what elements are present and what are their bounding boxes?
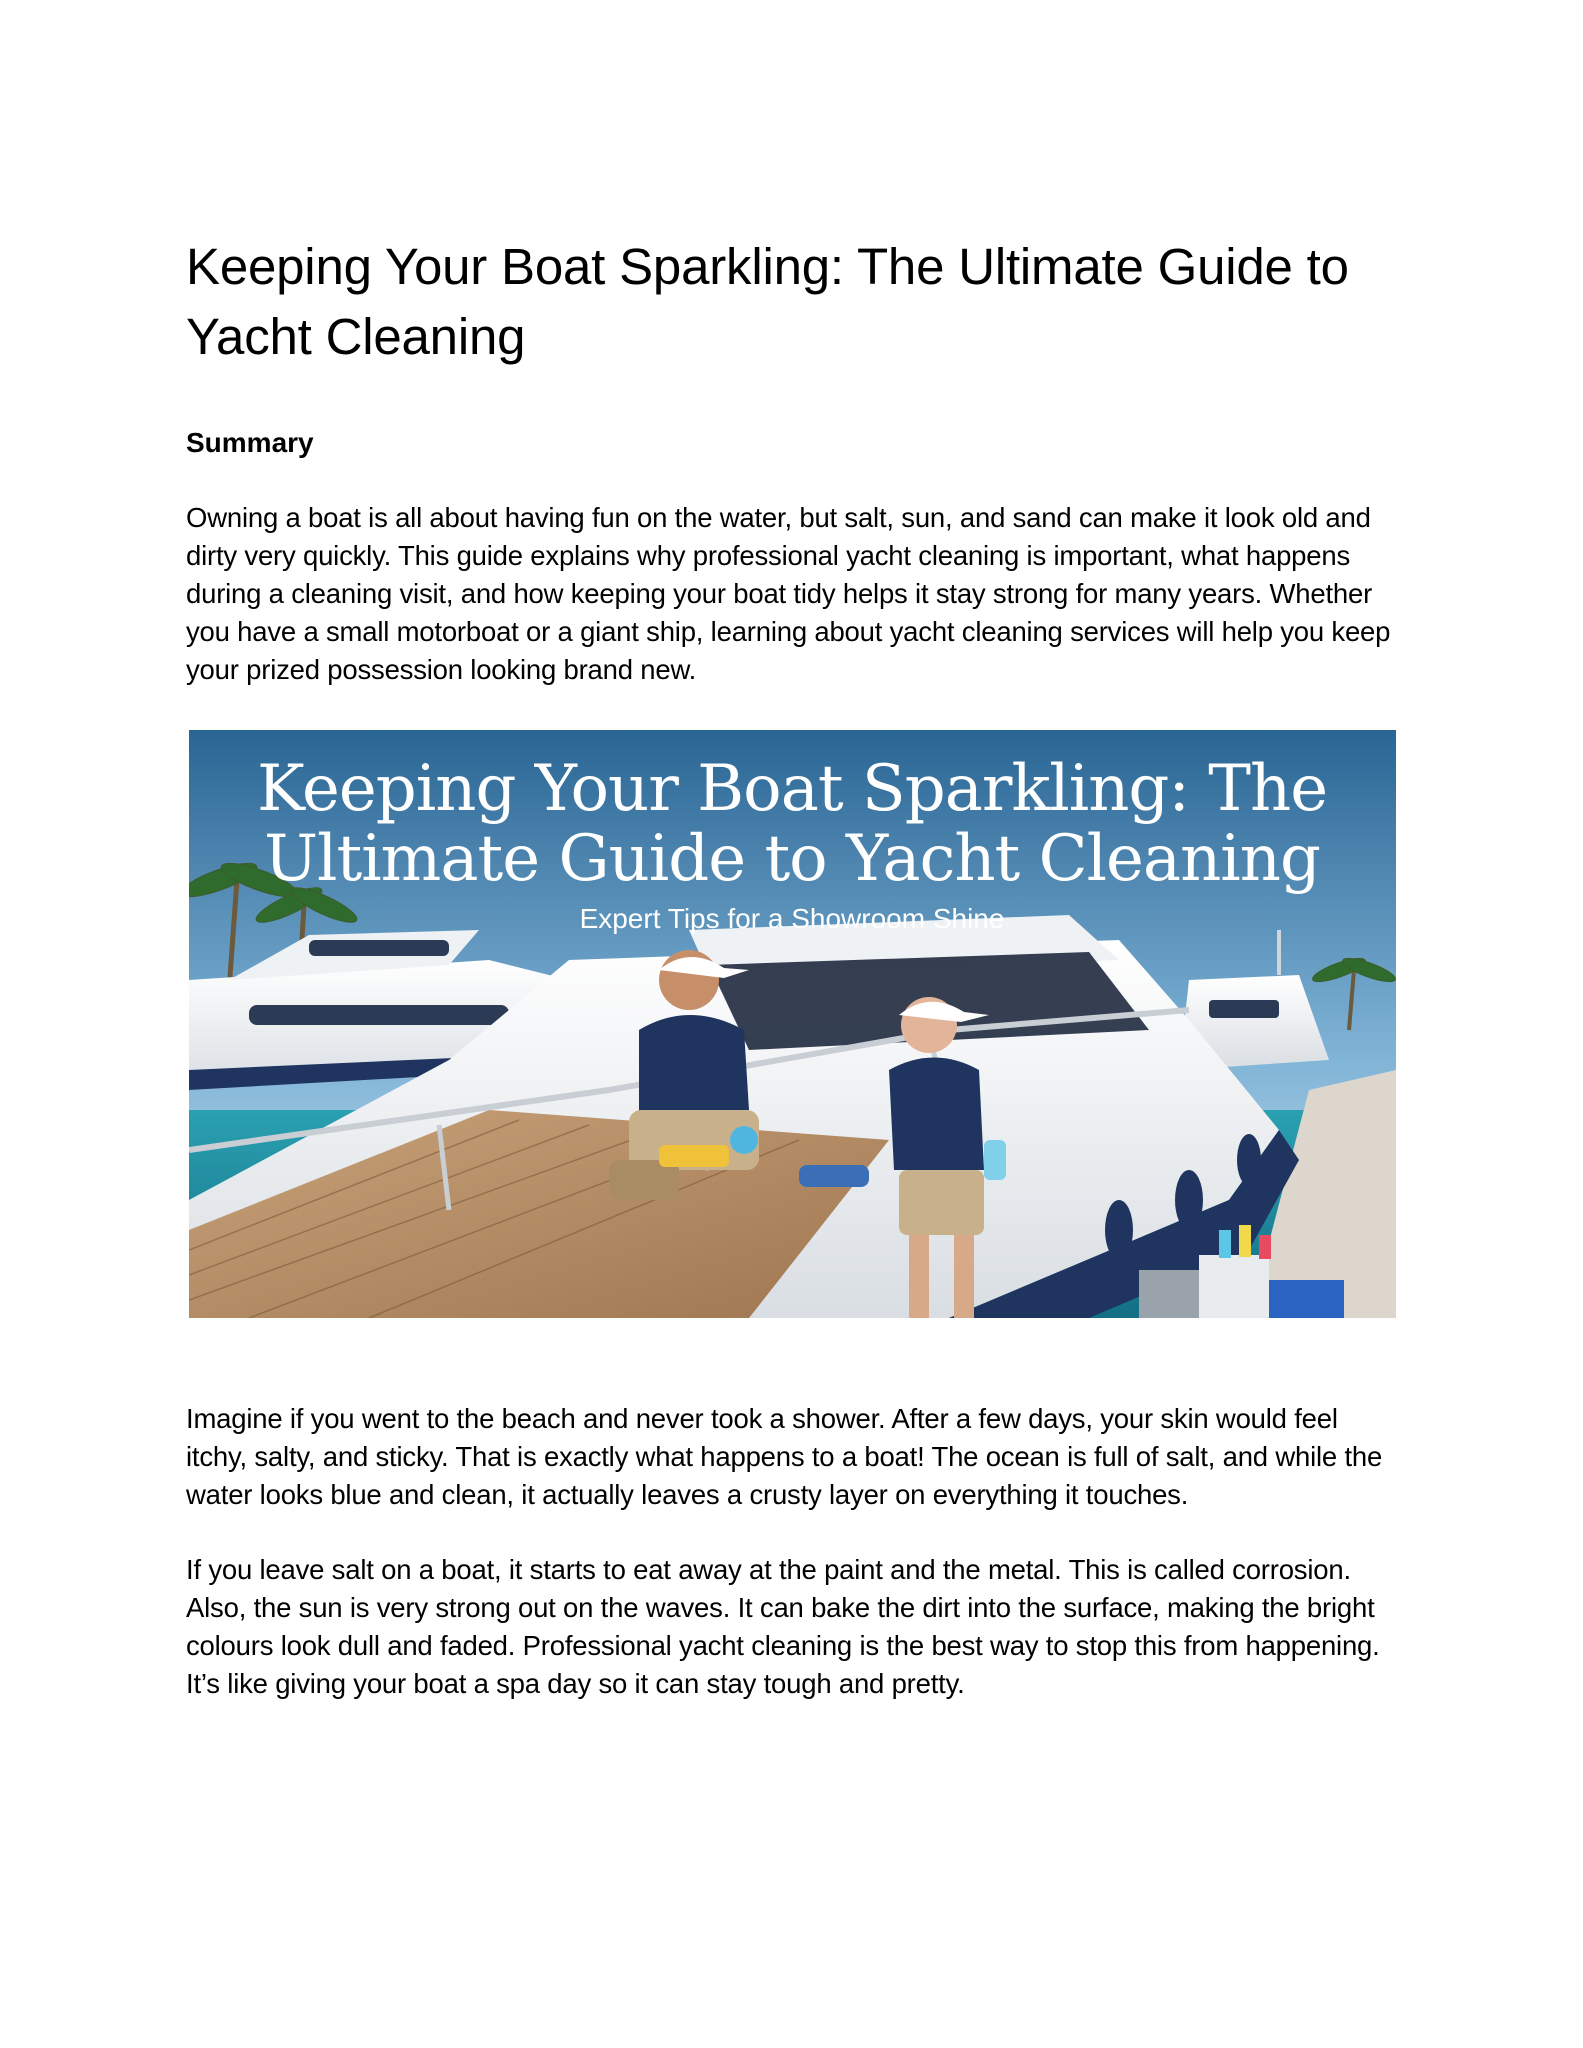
body-paragraph-2: If you leave salt on a boat, it starts to eat away at the paint and the metal. This is called corrosion. Also, the sun is very strong out on the waves. It can bake the dirt into the surface, making the bright colours look dull and faded. Professional yacht cleaning is the best way to stop this from happening. It’s like giving your boat a spa day so it can stay tough and pretty. (186, 1554, 1380, 1699)
document-title: Keeping Your Boat Sparkling: The Ultimate Guide to Yacht Cleaning (186, 238, 1349, 365)
hero-title-line-2: Ultimate Guide to Yacht Cleaning (264, 822, 1320, 896)
summary-heading: Summary (186, 427, 314, 458)
hero-title-line-1: Keeping Your Boat Sparkling: The (256, 752, 1328, 826)
hero-illustration (189, 730, 1396, 1318)
hero-image (189, 730, 1396, 1318)
hero-subtitle: Expert Tips for a Showroom Shine (579, 903, 1005, 934)
summary-paragraph: Owning a boat is all about having fun on the water, but salt, sun, and sand can make it look old and dirty very quickly. This guide explains why professional yacht cleaning is important, what happens during a cleaning visit, and how keeping your boat tidy helps it stay strong for many years. Whether you have a small motorboat or a giant ship, learning about yacht cleaning services will help you keep your prized possession looking brand new. (186, 502, 1391, 685)
body-paragraph-1: Imagine if you went to the beach and never took a shower. After a few days, your skin would feel itchy, salty, and sticky. That is exactly what happens to a boat! The ocean is full of salt, and while the water looks blue and clean, it actually leaves a crusty layer on everything it touches. (186, 1403, 1383, 1510)
